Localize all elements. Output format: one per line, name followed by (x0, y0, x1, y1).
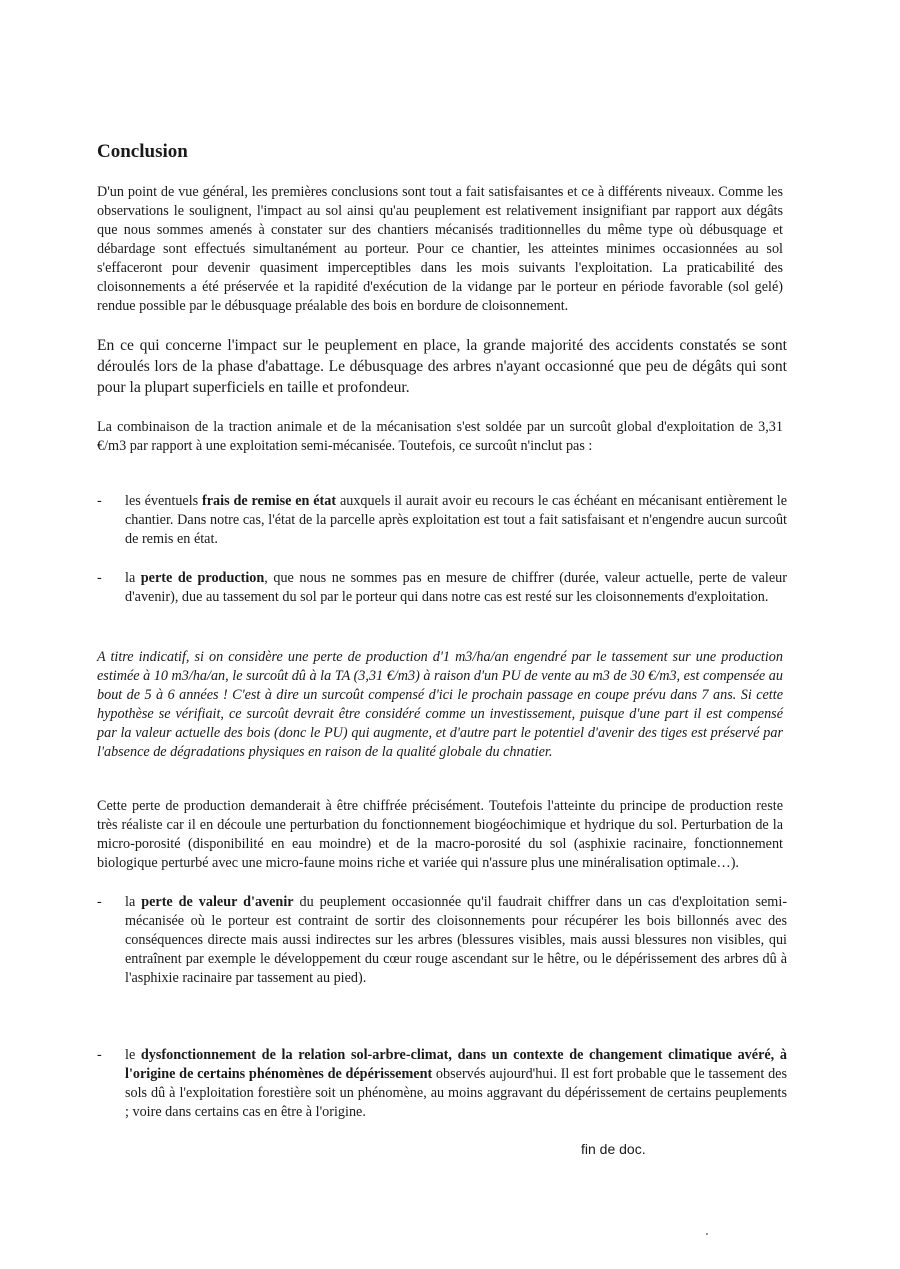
paragraph-stand-impact: En ce qui concerne l'impact sur le peuplement en place, la grande majorité des accidents constatés se sont déroulés lors de la phase d'abattage. Le débusquage des arbres n'ayant occasionné que peu de dégâts qui sont pour la plupart superficiels en taille et profondeur. (97, 337, 787, 396)
paragraph-indicative-example: A titre indicatif, si on considère une perte de production d'1 m3/ha/an engendré par le tassement sur une production estimée à 10 m3/ha/an, le surcoût dû à la TA (3,31 €/m3) à raison d'un PU de vente au m3 de 30 €/m3, est compensée au bout de 5 à 6 années ! C'est à dire un surcoût compensé d'ici le prochain passage en coupe prévu dans 7 ans. Si cette hypothèse se vérifiait, ce surcoût devrait être considéré comme un investissement, puisque d'une part il est compensé par la valeur actuelle des bois (donc le PU) qui augmente, et d'autre part le potentiel d'avenir des tiges est préservé par l'absence de dégradations physiques en raison de la qualité globale du chnatier. (97, 649, 783, 760)
bold-term: frais de remise en état (202, 493, 337, 509)
list-item-text: la perte de production, que nous ne sommes pas en mesure de chiffrer (durée, valeur actuelle, perte de valeur d'avenir), due au tassement du sol par le porteur qui dans notre cas est resté sur les cloisonnements d'exploitation. (125, 570, 787, 605)
scan-speck (706, 1233, 708, 1235)
paragraph-production-loss-detail: Cette perte de production demanderait à être chiffrée précisément. Toutefois l'atteinte du principe de production reste très réaliste car il en découle une perturbation du fonctionnement biogéochimique et hydrique du sol. Perturbation de la micro-porosité (disponibilité en eau moindre) et de la macro-porosité du sol (asphixie racinaire, fonctionnement biologique perturbé avec une micro-faune moins riche et variée qui n'assure plus une minéralisation optimale…). (97, 798, 783, 871)
section-title: Conclusion (97, 141, 188, 162)
bullet-dash: - (97, 894, 102, 910)
list-item-future-value-loss (97, 893, 787, 988)
paragraph-extra-cost: La combinaison de la traction animale et de la mécanisation s'est soldée par un surcoût global d'exploitation de 3,31 €/m3 par rapport à une exploitation semi-mécanisée. Toutefois, ce surcoût n'inclut pas : (97, 419, 783, 454)
bullet-dash: - (97, 570, 102, 586)
list-item-text: le dysfonctionnement de la relation sol-arbre-climat, dans un contexte de changement climatique avéré, à l'origine de certains phénomènes de dépérissement observés aujourd'hui. Il est fort probable que le tassement des sols dû à l'exploitation forestière soit un phénomène, au moins aggravant du dépérissement de certains peuplements ; voire dans certains cas en être à l'origine. (125, 1047, 787, 1120)
end-of-document-note: fin de doc. (581, 1141, 646, 1157)
list-item-production-loss (97, 569, 787, 607)
paragraph-general-conclusions: D'un point de vue général, les premières conclusions sont tout a fait satisfaisantes et ce à différents niveaux. Comme les observations le soulignent, l'impact au sol ainsi qu'au peuplement est relativement insignifiant par rapport aux dégâts que nous sommes amenés à constater sur des chantiers mécanisés traditionnelles du même type où débusquage et débardage sont effectués simultanément au porteur. Pour ce chantier, les atteintes minimes occasionnées au sol s'effaceront pour devenir quasiment imperceptibles dans les mois suivants l'exploitation. La praticabilité des cloisonnements a été préservée et la rapidité d'exécution de la vidange par le porteur en période favorable (sol gelé) rendue possible par le débusquage préalable des bois en bordure de cloisonnement. (97, 184, 783, 314)
bullet-dash: - (97, 493, 102, 509)
bold-term: dysfonctionnement de la relation sol-arbre-climat, dans un contexte de changement climatique avéré, à l'origine de certains phénomènes de dépérissement (125, 1047, 787, 1082)
bullet-dash: - (97, 1047, 102, 1063)
list-item-text: les éventuels frais de remise en état auxquels il aurait avoir eu recours le cas échéant en mécanisant entièrement le chantier. Dans notre cas, l'état de la parcelle après exploitation est tout a fait satisfaisant et n'engendre aucun surcoût de remis en état. (125, 493, 788, 547)
list-item-soil-tree-climate (97, 1046, 787, 1122)
bold-term: perte de production (140, 570, 265, 586)
list-item-restoration-costs (97, 492, 787, 549)
list-item-text: la perte de valeur d'avenir du peuplement occasionnée qu'il faudrait chiffrer dans un cas d'exploitation semi-mécanisée où le porteur est contraint de sortir des cloisonnements pour récupérer les bois billonnés avec des conséquences directe mais aussi indirectes sur les arbres (blessures visibles, mais aussi blessures non visibles, qui entraînent par exemple le développement du cœur rouge ascendant sur le hêtre, ou le dépérissement des arbres dû à l'asphixie racinaire par tassement au pied). (125, 894, 787, 986)
bold-term: perte de valeur d'avenir (141, 894, 294, 910)
